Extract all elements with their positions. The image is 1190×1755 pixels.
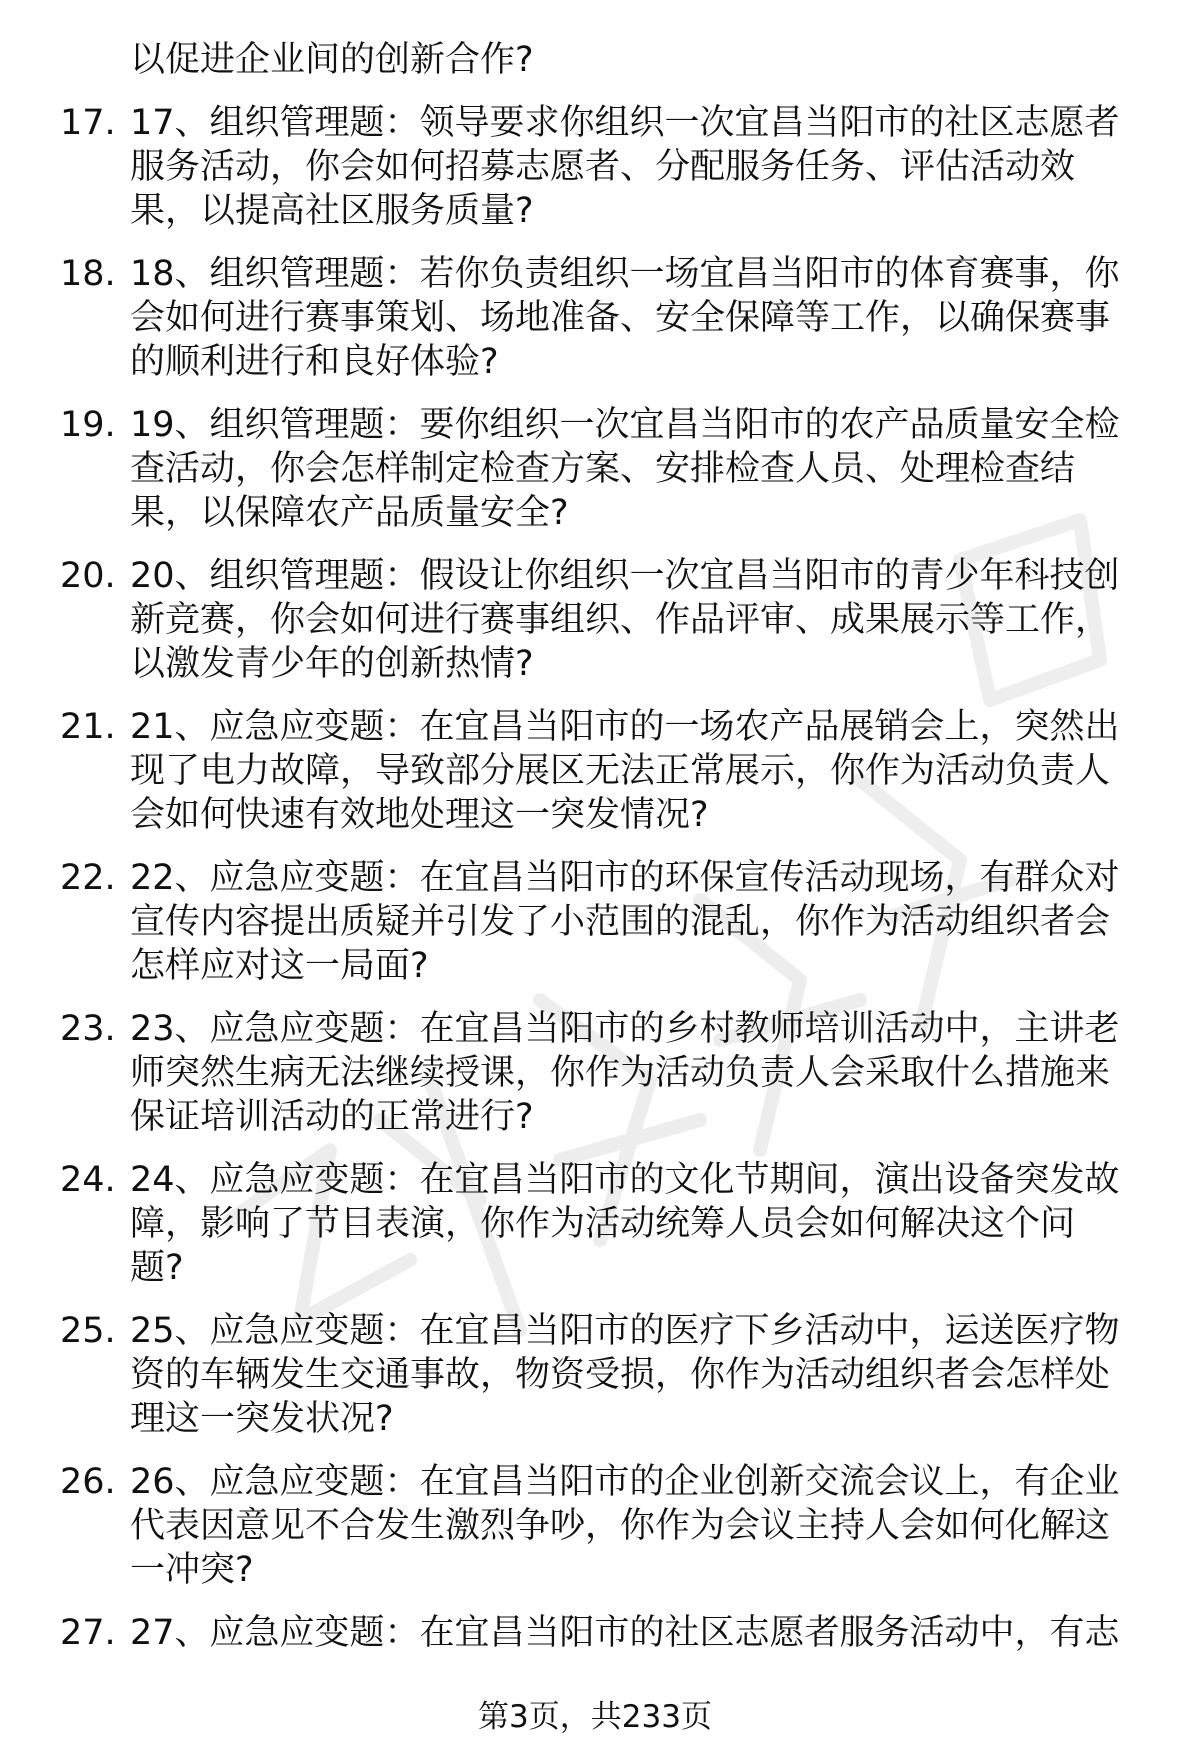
- item-line: 资的车辆发生交通事故，物资受损，你作为活动组织者会怎样处: [130, 1355, 1111, 1395]
- item-text: [60, 856, 1160, 988]
- item-text: [60, 554, 1160, 686]
- item-number: 18.: [60, 254, 116, 294]
- item-line: 会如何快速有效地处理这一突发情况?: [130, 795, 709, 835]
- item-line: 一冲突?: [130, 1550, 254, 1590]
- item-line: 题?: [130, 1248, 184, 1288]
- item-line: 的顺利进行和良好体验?: [130, 342, 499, 382]
- item-text: [60, 403, 1160, 535]
- item-line: 理这一突发状况?: [130, 1399, 394, 1439]
- list-item-25: [60, 1309, 1160, 1441]
- item-number: 19.: [60, 405, 116, 445]
- list-item-23: [60, 1007, 1160, 1139]
- item-text: [60, 705, 1160, 837]
- item-line: 障，影响了节目表演，你作为活动统筹人员会如何解决这个问: [130, 1204, 1076, 1244]
- document-page: [60, 38, 1160, 1655]
- item-number: 25.: [60, 1311, 116, 1351]
- list-item-26: [60, 1460, 1160, 1592]
- list-item-21: [60, 705, 1160, 837]
- item-line: 怎样应对这一局面?: [130, 946, 429, 986]
- list-item-19: [60, 403, 1160, 535]
- item-line: 现了电力故障，导致部分展区无法正常展示，你作为活动负责人: [130, 751, 1111, 791]
- item-text: [60, 1007, 1160, 1139]
- item-line: 以激发青少年的创新热情?: [130, 644, 534, 684]
- item-number: 20.: [60, 556, 116, 596]
- item-line: 师突然生病无法继续授课，你作为活动负责人会采取什么措施来: [130, 1053, 1111, 1093]
- list-item-24: [60, 1158, 1160, 1290]
- item-number: 21.: [60, 707, 116, 747]
- item-line: 27、应急应变题：在宜昌当阳市的社区志愿者服务活动中，有志: [130, 1613, 1120, 1653]
- list-item-18: [60, 252, 1160, 384]
- item-line: 23、应急应变题：在宜昌当阳市的乡村教师培训活动中，主讲老: [130, 1009, 1120, 1049]
- item-line: 果，以保障农产品质量安全?: [130, 493, 569, 533]
- list-item-22: [60, 856, 1160, 988]
- item-number: 17.: [60, 103, 116, 143]
- item-line: 19、组织管理题：要你组织一次宜昌当阳市的农产品质量安全检: [130, 405, 1120, 445]
- item-number: 27.: [60, 1613, 116, 1653]
- item-line: 果，以提高社区服务质量?: [130, 191, 534, 231]
- item-number: 26.: [60, 1462, 116, 1502]
- item-line: 服务活动，你会如何招募志愿者、分配服务任务、评估活动效: [130, 147, 1076, 187]
- item-line: 18、组织管理题：若你负责组织一场宜昌当阳市的体育赛事，你: [130, 254, 1120, 294]
- continuation-line: 以促进企业间的创新合作?: [130, 40, 534, 80]
- list-item-17: [60, 101, 1160, 233]
- item-text: [60, 1611, 1160, 1655]
- item-text: [60, 101, 1160, 233]
- item-line: 20、组织管理题：假设让你组织一次宜昌当阳市的青少年科技创: [130, 556, 1120, 596]
- item-line: 24、应急应变题：在宜昌当阳市的文化节期间，演出设备突发故: [130, 1160, 1120, 1200]
- item-line: 21、应急应变题：在宜昌当阳市的一场农产品展销会上，突然出: [130, 707, 1120, 747]
- page-footer: 第3页，共233页: [478, 1699, 712, 1735]
- item-line: 26、应急应变题：在宜昌当阳市的企业创新交流会议上，有企业: [130, 1462, 1120, 1502]
- item-line: 代表因意见不合发生激烈争吵，你作为会议主持人会如何化解这: [130, 1506, 1111, 1546]
- item-text: [60, 1460, 1160, 1592]
- item-line: 25、应急应变题：在宜昌当阳市的医疗下乡活动中，运送医疗物: [130, 1311, 1120, 1351]
- item-line: 查活动，你会怎样制定检查方案、安排检查人员、处理检查结: [130, 449, 1076, 489]
- item-line: 保证培训活动的正常进行?: [130, 1097, 534, 1137]
- item-text: [60, 1158, 1160, 1290]
- item-number: 22.: [60, 858, 116, 898]
- list-item-20: [60, 554, 1160, 686]
- item-line: 会如何进行赛事策划、场地准备、安全保障等工作，以确保赛事: [130, 298, 1111, 338]
- list-item-27: [60, 1611, 1160, 1655]
- item-line: 宣传内容提出质疑并引发了小范围的混乱，你作为活动组织者会: [130, 902, 1111, 942]
- item-line: 17、组织管理题：领导要求你组织一次宜昌当阳市的社区志愿者: [130, 103, 1120, 143]
- item-number: 23.: [60, 1009, 116, 1049]
- item-line: 22、应急应变题：在宜昌当阳市的环保宣传活动现场，有群众对: [130, 858, 1120, 898]
- item-text: [60, 1309, 1160, 1441]
- item-line: 新竞赛，你会如何进行赛事组织、作品评审、成果展示等工作，: [130, 600, 1111, 640]
- item-number: 24.: [60, 1160, 116, 1200]
- item-text: [60, 252, 1160, 384]
- continuation-text: [60, 38, 1160, 82]
